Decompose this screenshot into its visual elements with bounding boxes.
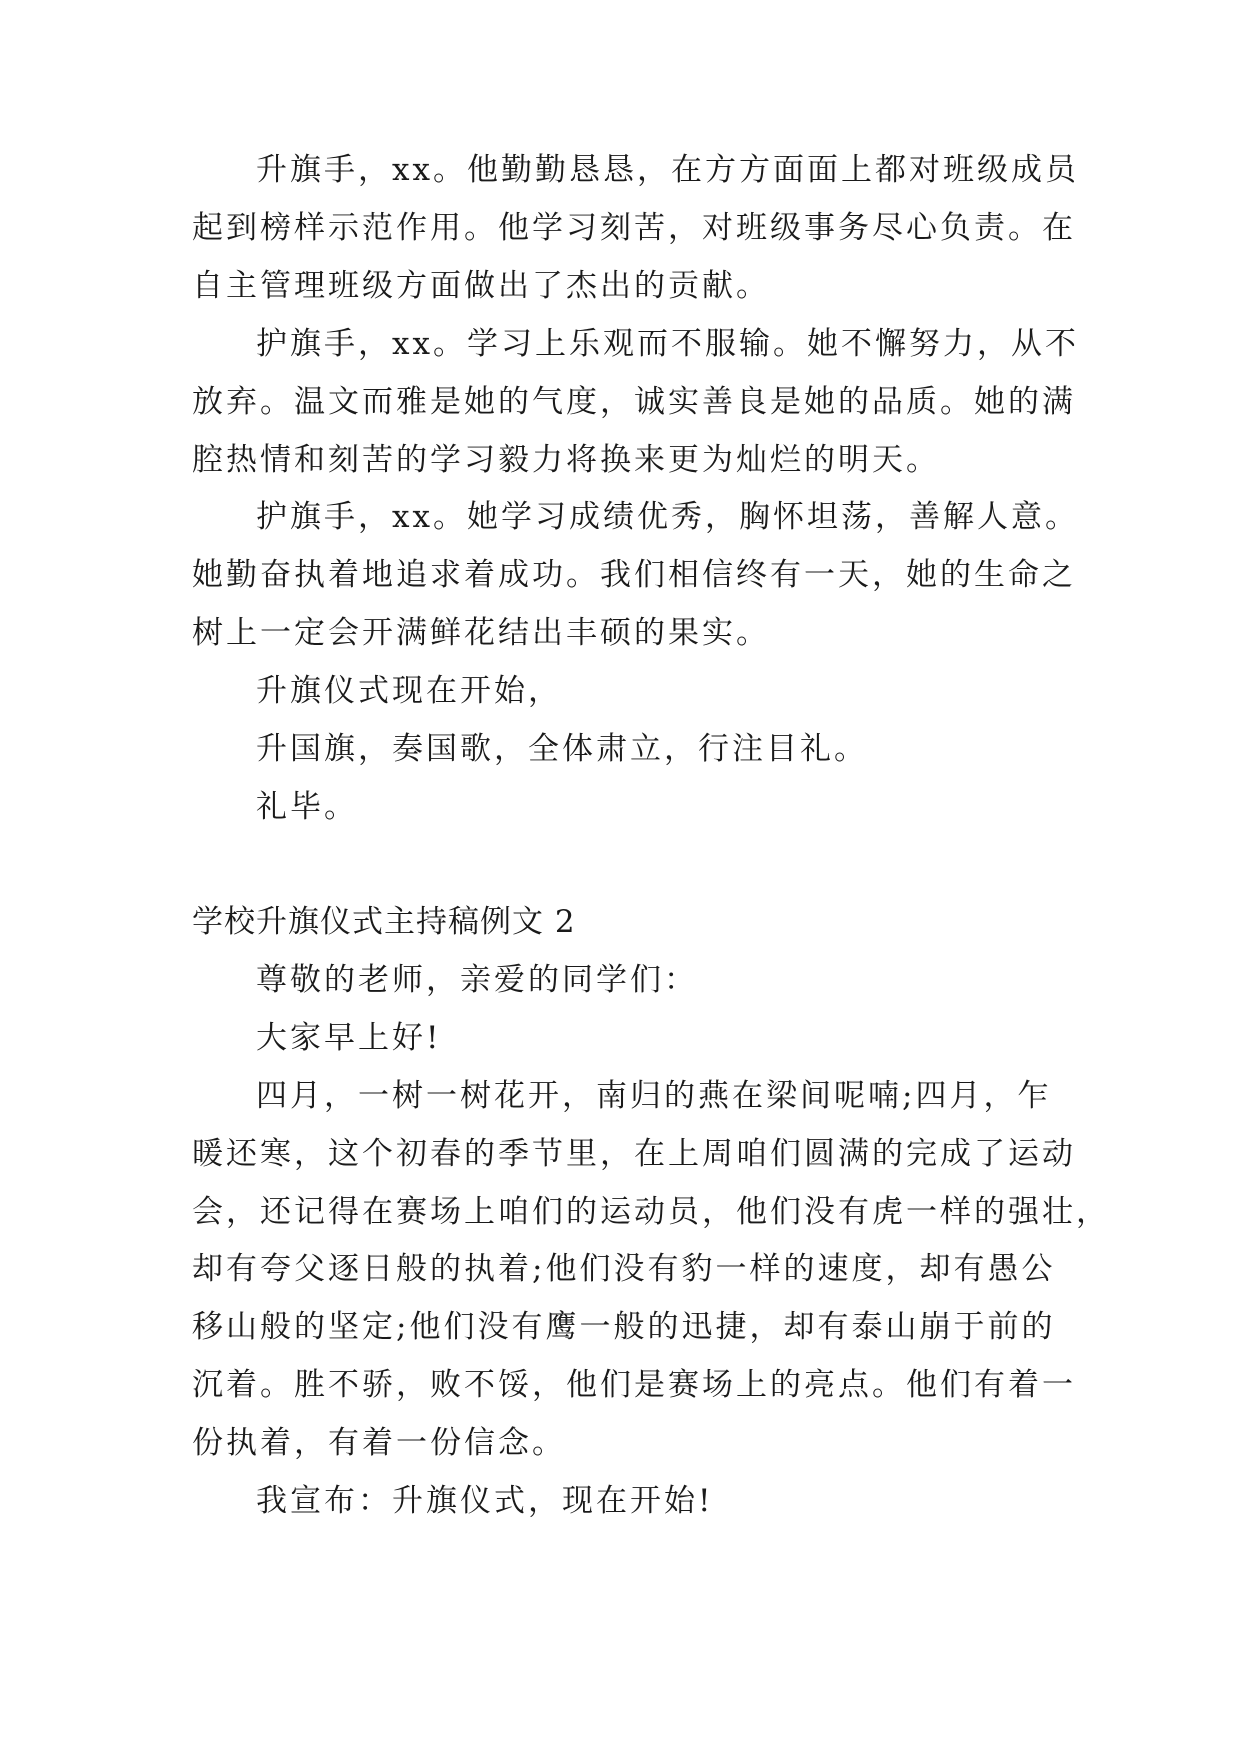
paragraph-line: 会，还记得在赛场上咱们的运动员，他们没有虎一样的强壮， xyxy=(192,1194,1110,1230)
paragraph-line: 腔热情和刻苦的学习毅力将换来更为灿烂的明天。 xyxy=(192,442,940,478)
greeting-line: 大家早上好! xyxy=(256,1020,442,1056)
paragraph-line: 升国旗，奏国歌，全体肃立，行注目礼。 xyxy=(256,731,868,767)
section-heading: 学校升旗仪式主持稿例文 2 xyxy=(192,904,576,940)
paragraph-line: 我宣布：升旗仪式，现在开始! xyxy=(256,1483,714,1519)
paragraph-line: 起到榜样示范作用。他学习刻苦，对班级事务尽心负责。在 xyxy=(192,210,1076,246)
paragraph-line: 护旗手，xx。学习上乐观而不服输。她不懈努力，从不 xyxy=(256,326,1079,362)
paragraph-line: 却有夸父逐日般的执着;他们没有豹一样的速度，却有愚公 xyxy=(192,1251,1056,1287)
paragraph-line: 护旗手，xx。她学习成绩优秀，胸怀坦荡，善解人意。 xyxy=(256,499,1079,535)
paragraph-line: 她勤奋执着地追求着成功。我们相信终有一天，她的生命之 xyxy=(192,557,1076,593)
paragraph-line: 树上一定会开满鲜花结出丰硕的果实。 xyxy=(192,615,770,651)
paragraph-line: 升旗手，xx。他勤勤恳恳，在方方面面上都对班级成员 xyxy=(256,152,1079,188)
paragraph-line: 自主管理班级方面做出了杰出的贡献。 xyxy=(192,268,770,304)
paragraph-line: 沉着。胜不骄，败不馁，他们是赛场上的亮点。他们有着一 xyxy=(192,1367,1076,1403)
paragraph-line: 移山般的坚定;他们没有鹰一般的迅捷，却有泰山崩于前的 xyxy=(192,1309,1056,1345)
paragraph-line: 放弃。温文而雅是她的气度，诚实善良是她的品质。她的满 xyxy=(192,384,1076,420)
salutation-line: 尊敬的老师，亲爱的同学们： xyxy=(256,962,698,998)
paragraph-line: 份执着，有着一份信念。 xyxy=(192,1425,566,1461)
paragraph-line: 四月，一树一树花开，南归的燕在梁间呢喃;四月，乍 xyxy=(256,1078,1052,1114)
paragraph-line: 升旗仪式现在开始， xyxy=(256,673,562,709)
paragraph-line: 暖还寒，这个初春的季节里，在上周咱们圆满的完成了运动 xyxy=(192,1136,1076,1172)
paragraph-line: 礼毕。 xyxy=(256,789,358,825)
